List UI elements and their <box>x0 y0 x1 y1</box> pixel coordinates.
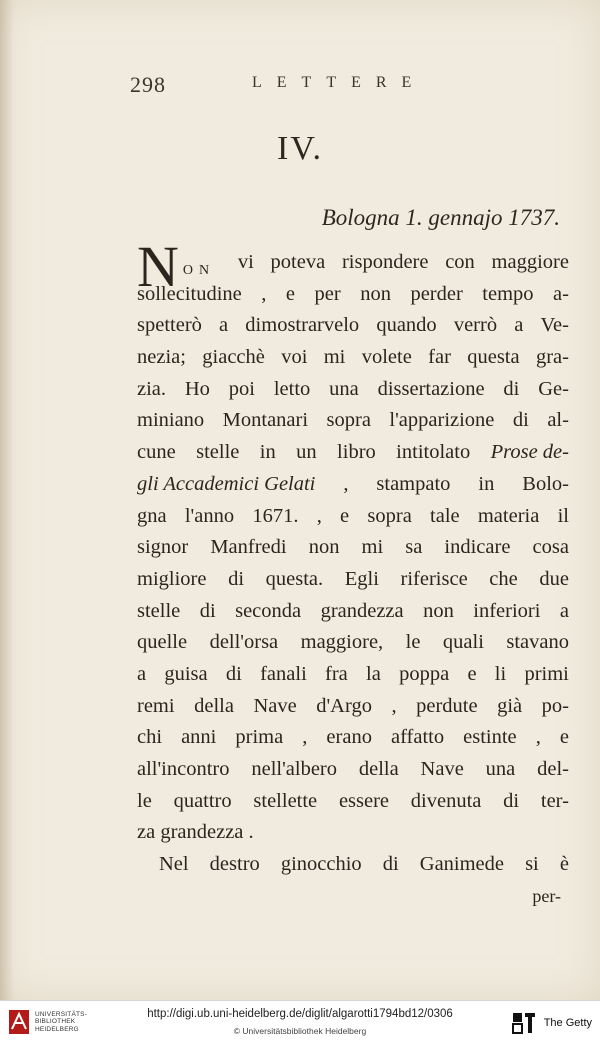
word: Montanari <box>222 409 309 432</box>
word: , <box>302 726 308 749</box>
word: stampato <box>376 472 451 495</box>
drop-cap: N <box>137 234 179 299</box>
word: maggiore, <box>300 631 384 654</box>
word: volete <box>361 346 412 369</box>
word: questa. <box>265 567 324 590</box>
word: non <box>308 536 340 559</box>
word: la <box>366 662 381 685</box>
word: a <box>559 599 569 622</box>
text-line <box>137 374 569 406</box>
word: sopra <box>326 409 371 432</box>
text-line <box>137 596 569 628</box>
word: , <box>343 472 349 495</box>
word: mi <box>323 346 346 369</box>
word: il <box>557 504 569 527</box>
text-line <box>137 279 569 311</box>
word: per <box>314 282 341 305</box>
small-caps: ON <box>182 263 216 279</box>
word: dissertazione <box>377 377 485 400</box>
word: inferiori <box>473 599 541 622</box>
word: di <box>199 599 216 622</box>
word: migliore <box>137 567 207 590</box>
word: a <box>137 662 147 685</box>
word: chi <box>137 726 163 749</box>
word: li <box>494 662 507 685</box>
getty-mark-icon <box>512 1012 536 1034</box>
word: za grandezza . <box>137 821 254 844</box>
word: far <box>428 346 451 369</box>
word: quando <box>376 314 437 337</box>
word: a- <box>553 282 569 305</box>
word: riferisce <box>400 567 468 590</box>
word: letto <box>273 377 311 400</box>
getty-logo[interactable] <box>512 1012 592 1034</box>
word: Nave <box>420 758 464 780</box>
page-number: 298 <box>130 72 166 97</box>
word: gna <box>137 504 167 527</box>
word: rispondere <box>341 251 429 273</box>
word: cosa <box>532 536 569 559</box>
word: , <box>535 726 541 749</box>
word: indicare <box>444 536 511 559</box>
word: nell'albero <box>251 758 338 780</box>
word: mi <box>361 536 384 559</box>
word: gra- <box>535 346 569 369</box>
word: tempo <box>482 282 534 305</box>
word: e <box>467 662 477 685</box>
word: di <box>228 567 245 590</box>
text-line <box>137 659 569 691</box>
word: già <box>497 694 523 717</box>
text-line <box>137 564 569 596</box>
word: stelle <box>196 441 240 464</box>
library-name-line: BIBLIOTHEK <box>35 1018 76 1026</box>
word: quali <box>442 631 484 654</box>
word: Ge- <box>538 377 569 400</box>
text-line <box>137 405 569 437</box>
word: si <box>525 853 539 876</box>
word: di <box>503 377 520 400</box>
word: le <box>405 631 421 654</box>
word: ter- <box>540 789 569 812</box>
word: destro <box>209 853 260 876</box>
word: vi <box>237 251 254 273</box>
text-line <box>137 786 569 818</box>
word: materia <box>477 504 540 527</box>
word: guisa <box>164 662 208 685</box>
catchword-line <box>137 881 569 913</box>
text-line <box>137 691 569 723</box>
word: , <box>391 694 397 717</box>
text-line <box>137 469 569 501</box>
word: stavano <box>506 631 569 654</box>
word: sollecitudine <box>137 282 242 305</box>
text-line <box>137 627 569 659</box>
word: seconda <box>235 599 302 622</box>
text-line <box>137 501 569 533</box>
word: fanali <box>260 662 307 685</box>
word: erano <box>326 726 372 749</box>
word: anni <box>181 726 217 749</box>
word: remi <box>137 694 175 717</box>
word: e <box>340 504 350 527</box>
permalink-url[interactable]: http://digi.ub.uni-heidelberg.de/diglit/algarotti1794bd12/0306 <box>147 1008 453 1020</box>
word: ginocchio <box>280 853 362 876</box>
word: è <box>559 853 569 876</box>
word: poi <box>228 377 255 400</box>
letter-number: IV. <box>277 130 323 167</box>
getty-label: The Getty <box>543 1017 592 1029</box>
word: l'anno <box>184 504 235 527</box>
word: Egli <box>344 567 379 590</box>
word: un <box>296 441 317 464</box>
word: Ganimede <box>419 853 505 876</box>
text-line <box>137 342 569 374</box>
word: all'incontro <box>137 758 230 780</box>
book-title-italic: Prose de- <box>490 441 569 464</box>
text-line <box>137 849 569 881</box>
word: stellette <box>253 789 318 812</box>
word: una <box>485 758 516 780</box>
word: d'Argo <box>316 694 372 717</box>
word: estinte <box>463 726 517 749</box>
word: 1671. <box>252 504 299 527</box>
copyright-notice: © Universitätsbibliothek Heidelberg <box>233 1026 367 1036</box>
word: tale <box>430 504 460 527</box>
word: una <box>329 377 359 400</box>
word: del- <box>537 758 569 780</box>
word: e <box>285 282 295 305</box>
word: essere <box>338 789 390 812</box>
word: miniano <box>137 409 205 432</box>
word: spetterò <box>137 314 202 337</box>
word: cune <box>137 441 176 464</box>
word: Ve- <box>540 314 569 337</box>
word: nezia; <box>137 346 186 369</box>
dateline: Bologna 1. gennajo 1737. <box>321 205 560 230</box>
word: le <box>137 789 152 812</box>
word: di <box>225 662 242 685</box>
running-title: LETTERE <box>252 74 427 91</box>
word: non <box>360 282 391 305</box>
word: signor <box>137 536 189 559</box>
word: al- <box>547 409 569 432</box>
word: verrò <box>453 314 498 337</box>
word: Ho <box>184 377 210 400</box>
word: quelle <box>137 631 188 654</box>
word: a <box>514 314 524 337</box>
text-line <box>137 754 569 786</box>
word: e <box>559 726 569 749</box>
word: dell'orsa <box>209 631 279 654</box>
word: maggiore <box>491 251 569 273</box>
text-line <box>137 437 569 469</box>
word: Nel <box>159 853 189 876</box>
word: libro <box>337 441 376 464</box>
word: quattro <box>173 789 232 812</box>
word: primi <box>524 662 569 685</box>
word: prima <box>235 726 284 749</box>
word: Bolo- <box>522 472 569 495</box>
word: zia. <box>137 377 167 400</box>
word: non <box>423 599 454 622</box>
text-line <box>137 722 569 754</box>
word: poteva <box>270 251 326 273</box>
word: , <box>316 504 322 527</box>
word: di <box>503 789 520 812</box>
text-line <box>137 532 569 564</box>
word: sopra <box>367 504 412 527</box>
word: Manfredi <box>210 536 287 559</box>
word: della <box>358 758 399 780</box>
word: questa <box>467 346 520 369</box>
word: dimostrarvelo <box>245 314 360 337</box>
word: che <box>489 567 518 590</box>
word: grandezza <box>320 599 404 622</box>
word: po- <box>541 694 569 717</box>
word: della <box>194 694 234 717</box>
word: in <box>478 472 495 495</box>
word: voi <box>281 346 308 369</box>
letter-text <box>137 234 569 912</box>
word: in <box>259 441 276 464</box>
word: Nave <box>253 694 297 717</box>
library-name-line: UNIVERSITÄTS- <box>35 1010 88 1018</box>
word: di <box>512 409 529 432</box>
word: giacchè <box>202 346 265 369</box>
text-line <box>137 310 569 342</box>
viewer-footer <box>0 1000 600 1044</box>
word: a <box>219 314 229 337</box>
word: con <box>445 251 475 273</box>
word: perder <box>410 282 463 305</box>
running-head <box>130 72 540 102</box>
word: perdute <box>416 694 478 717</box>
word: stelle <box>137 599 181 622</box>
catchword: per- <box>532 885 561 906</box>
word: , <box>261 282 267 305</box>
text-line <box>137 817 569 849</box>
book-title-italic: gli Accademici Gelati <box>137 472 316 495</box>
word: poppa <box>399 662 450 685</box>
word: di <box>382 853 399 876</box>
word: due <box>539 567 569 590</box>
library-name-line: HEIDELBERG <box>35 1025 79 1033</box>
word: sa <box>405 536 423 559</box>
word: affatto <box>390 726 445 749</box>
word: intitolato <box>396 441 471 464</box>
word: l'apparizione <box>389 409 495 432</box>
word: fra <box>325 662 348 685</box>
word: divenuta <box>410 789 482 812</box>
